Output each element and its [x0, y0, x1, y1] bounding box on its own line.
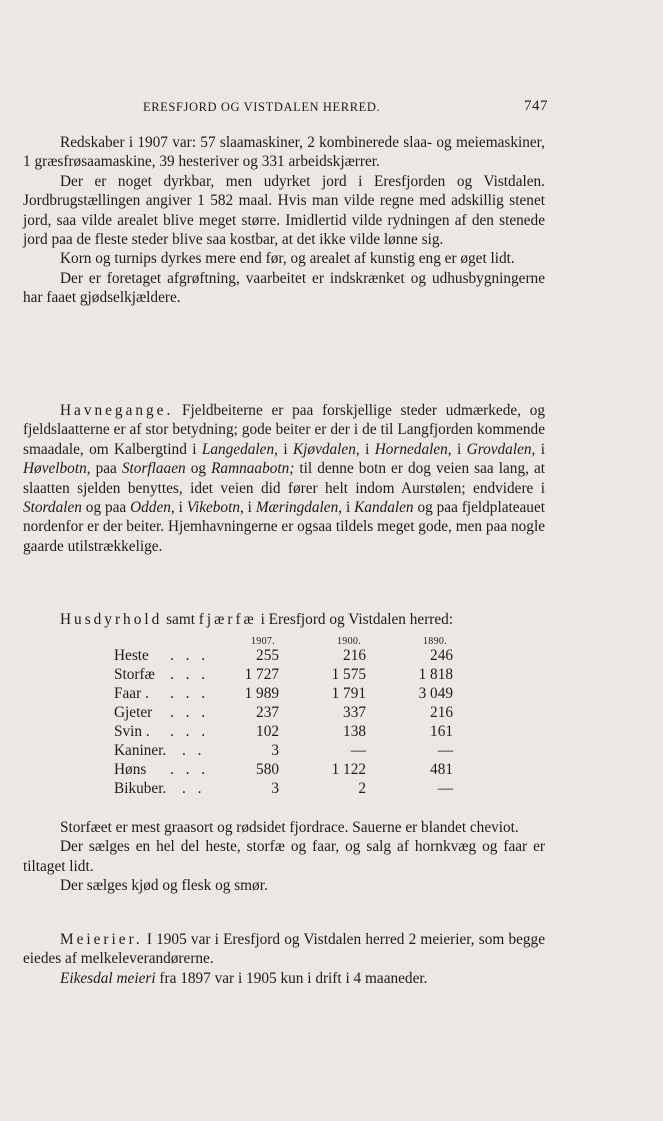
cell-1907: 3 — [271, 780, 279, 797]
paragraph-meierier — [23, 930, 545, 969]
place-name: Langedalen — [201, 440, 275, 458]
table-row — [0, 704, 663, 723]
table-row — [0, 742, 663, 761]
text-run: , paa — [86, 460, 122, 478]
place-name: Stordalen — [23, 499, 82, 517]
row-label: Faar . — [114, 685, 149, 702]
cell-1890: — — [437, 780, 453, 797]
havnegange-heading: Havnegange. — [60, 402, 174, 419]
cell-1907: 580 — [256, 761, 279, 778]
table-caption — [60, 611, 453, 629]
cell-1900: 138 — [343, 723, 366, 740]
caption-text: samt — [162, 611, 199, 628]
cell-1900: 216 — [343, 647, 366, 664]
place-name: Storflaaen — [121, 460, 186, 478]
row-label: Kaniner. — [114, 742, 167, 759]
cell-1890: — — [437, 742, 453, 759]
paragraph-eikesdal — [23, 969, 545, 988]
cell-1890: 246 — [430, 647, 453, 664]
text-run: , i — [355, 440, 375, 458]
paragraph-salg-kjod: Der sælges kjød og flesk og smør. — [60, 877, 268, 895]
paragraph-afgroftning: Der er foretaget afgrøftning, vaarbeitet er indskrænket og udhusbygningerne har faaet gjødselkjældere. — [23, 269, 545, 307]
text-run: , i — [239, 499, 256, 517]
column-header-1900: 1900. — [337, 636, 361, 647]
meierier-heading: Meierier. — [60, 931, 143, 948]
place-name: Mæringdalen — [255, 499, 339, 517]
page-number: 747 — [524, 98, 548, 114]
caption-husdyrhold: Husdyrhold — [60, 611, 163, 628]
row-label: Storfæ — [114, 666, 155, 683]
text-run: , i — [447, 440, 467, 458]
cell-1907: 1 727 — [244, 666, 279, 683]
place-name: Høvelbotn — [23, 460, 87, 478]
section-havnegange — [23, 401, 545, 556]
text-run: til denne botn er dog veien saa lang, at slaatten sjelden benyttes, idet veien did fører helt indom Aurstølen; endvidere i — [23, 460, 546, 497]
cell-1907: 255 — [256, 647, 279, 664]
text-run: og paa — [81, 499, 131, 517]
place-name: Vikebotn — [186, 499, 240, 517]
leader-dots: . . . — [170, 685, 210, 702]
caption-fjaerfae: fjærfæ — [198, 611, 257, 628]
text-run: Fjeldbeiterne er paa forskjellige steder udmærkede, og fjeldslaatterne er af stor betydning; gode beiter er der i de til Langfjorden kommende smaadale, om Kalbergtind i — [23, 402, 545, 458]
text-run: , i — [531, 440, 545, 458]
text-run: og paa fjeldplateauet nordenfor er der beiter. Hjemhavningerne er ogsaa tildels meget gode, men paa nogle gaarde utilstrækkelige. — [23, 499, 545, 555]
cell-1900: 1 122 — [331, 761, 366, 778]
table-row — [0, 723, 663, 742]
cell-1907: 237 — [256, 704, 279, 721]
row-label: Svin . — [114, 723, 150, 740]
cell-1900: — — [350, 742, 366, 759]
cell-1900: 2 — [358, 780, 366, 797]
cell-1900: 1 791 — [331, 685, 366, 702]
cell-1890: 3 049 — [418, 685, 453, 702]
table-row — [0, 685, 663, 704]
leader-dots: . . . — [170, 723, 210, 740]
leader-dots: . . — [182, 780, 206, 797]
row-label: Gjeter — [114, 704, 153, 721]
leader-dots: . . . — [170, 761, 210, 778]
table-row — [0, 761, 663, 780]
leader-dots: . . . — [170, 704, 210, 721]
leader-dots: . . . — [170, 647, 210, 664]
cell-1907: 3 — [271, 742, 279, 759]
place-name: Kjøvdalen — [292, 440, 356, 458]
text-run: og — [185, 460, 212, 478]
place-name: Grovdalen — [466, 440, 532, 458]
row-label: Bikuber. — [114, 780, 167, 797]
paragraph-storfaeet: Storfæet er mest graasort og rødsidet fjordrace. Sauerne er blandet cheviot. — [60, 819, 519, 836]
text-run: I 1905 var i Eresfjord og Vistdalen herred 2 meierier, som begge eiedes af melkeleverandørerne. — [23, 931, 545, 968]
cell-1890: 1 818 — [418, 666, 453, 683]
cell-1890: 216 — [430, 704, 453, 721]
cell-1890: 161 — [430, 723, 453, 740]
cell-1890: 481 — [430, 761, 453, 778]
text-run: , i — [274, 440, 293, 458]
column-header-1907: 1907. — [251, 636, 275, 647]
paragraph-salg-heste: Der sælges en hel del heste, storfæ og faar, og salg af hornkvæg og faar er tiltaget lidt. — [23, 838, 545, 875]
place-name: Hornedalen — [374, 440, 448, 458]
section-sales — [23, 818, 545, 896]
table-row — [0, 780, 663, 799]
text-run: , i — [338, 499, 355, 517]
cell-1907: 102 — [256, 723, 279, 740]
paragraph-redskaber: Redskaber i 1907 var: 57 slaamaskiner, 2 kombinerede slaa- og meiemaskiner, 1 græsfrøsaamaskine, 39 hesteriver og 331 arbeidskjærrer. — [23, 134, 545, 171]
caption-text: i Eresfjord og Vistdalen herred: — [256, 611, 454, 628]
paragraph-korn: Korn og turnips dyrkes mere end før, og arealet af kunstig eng er øget lidt. — [60, 250, 515, 268]
header-title: ERESFJORD OG VISTDALEN HERRED. — [143, 100, 381, 114]
leader-dots: . . . — [170, 666, 210, 683]
text-run: fra 1897 var i 1905 kun i drift i 4 maaneder. — [155, 969, 428, 987]
column-header-1890: 1890. — [423, 636, 447, 647]
dairy-name: Eikesdal meieri — [60, 969, 156, 987]
place-name: Kandalen — [354, 499, 414, 517]
section-equipment — [23, 133, 545, 308]
cell-1907: 1 989 — [244, 685, 279, 702]
paragraph-dyrkbar-jord: Der er noget dyrkbar, men udyrket jord i Eresfjorden og Vistdalen. Jordbrugstællingen angiver 1 582 maal. Hvis man vilde regne med adskillig stenet jord, saa vilde arealet blive meget større. Imidlertid vilde rydningen af den stenede jord paa de fleste steder blive saa kostbar, at det ikke vilde lønne sig. — [23, 172, 545, 249]
row-label: Heste — [114, 647, 149, 664]
place-name: Ramnaabotn; — [211, 460, 295, 478]
table-row — [0, 647, 663, 666]
cell-1900: 1 575 — [331, 666, 366, 683]
section-meierier — [23, 930, 545, 988]
place-name: Odden — [130, 499, 171, 517]
leader-dots: . . — [182, 742, 206, 759]
paragraph-havnegange — [23, 401, 545, 556]
table-row — [0, 666, 663, 685]
text-run: , i — [170, 499, 187, 517]
row-label: Høns — [114, 761, 147, 778]
cell-1900: 337 — [343, 704, 366, 721]
